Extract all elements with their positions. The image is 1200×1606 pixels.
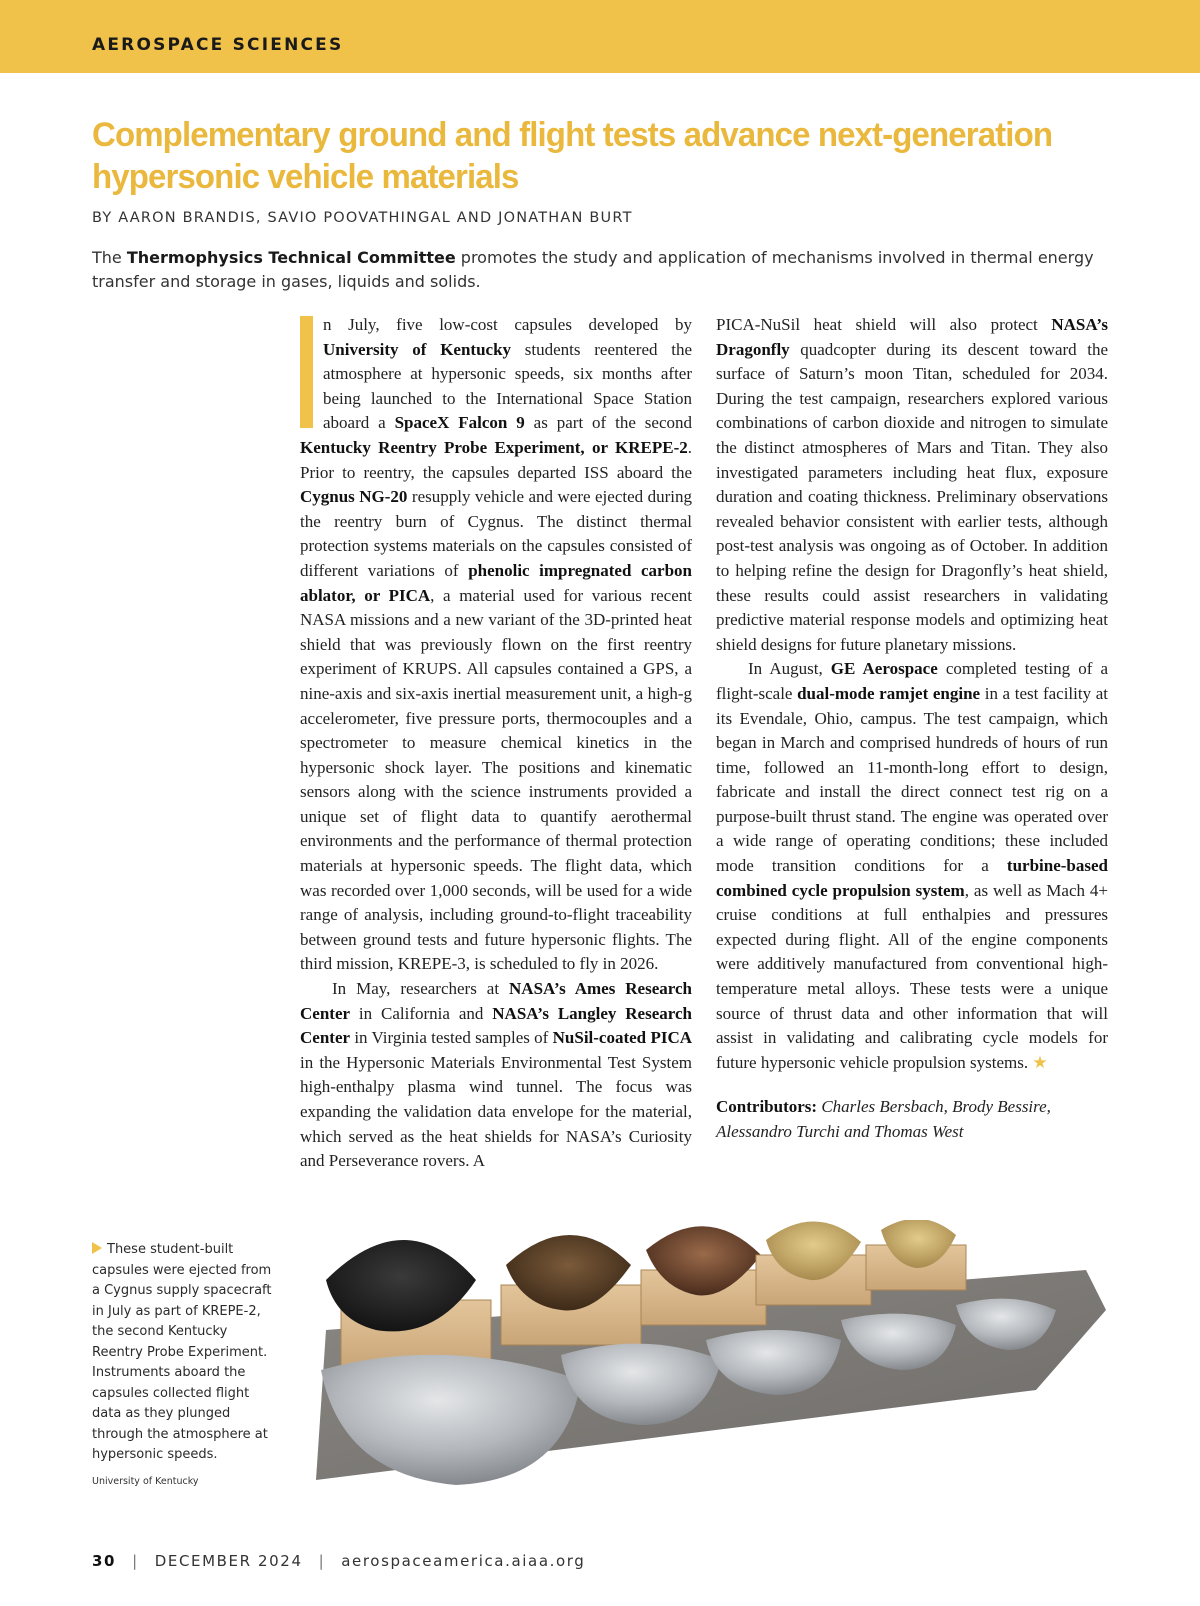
paragraph-1: n July, five low-cost capsules developed by University of Kentucky students reentered the atmosphere at hypersonic speeds, six months after being launched to the International Space Station aboard a SpaceX Falcon 9 as part of the second Kentucky Reentry Probe Experiment, or KREPE-2. Prior to reentry, the capsules departed ISS aboard the Cygnus NG-20 resupply vehicle and were ejected during the reentry burn of Cygnus. The distinct thermal protection systems materials on the capsules consisted of different variations of phenolic impregnated carbon ablator, or PICA, a material used for various recent NASA missions and a new variant of the 3D-printed heat shield that was previously flown on the first reentry experiment of KRUPS. All capsules contained a GPS, a nine-axis and six-axis inertial measurement unit, a high-g accelerometer, five pressure ports, thermocouples and a spectrometer to measure chemical kinetics in the hypersonic shock layer. The positions and kinematic sensors along with the science instruments provided a unique set of flight data to quantify aerothermal environments and the performance of thermal protection materials at hypersonic speeds. The flight data, which was recorded over 1,000 seconds, will be used for a wide range of analysis, including ground-to-flight traceability between ground tests and future hypersonic flights. The third mission, KREPE-3, is scheduled to fly in 2026. — [300, 315, 693, 974]
section-header-bar — [0, 0, 1200, 73]
issue-date: DECEMBER 2024 — [154, 1552, 303, 1570]
capsule-5 — [866, 1220, 966, 1290]
contributors-label: Contributors: — [716, 1097, 818, 1117]
figure-caption: These student-built capsules were ejected from a Cygnus supply spacecraft in July as part of KREPE-2, the second Kentucky Reentry Probe Experiment. Instruments aboard the capsules collected flight data as they plunged through the atmosphere at hypersonic speeds. — [92, 1242, 272, 1462]
end-star-icon: ★ — [1028, 1052, 1048, 1072]
byline: BY AARON BRANDIS, SAVIO POOVATHINGAL AND JONATHAN BURT — [92, 210, 633, 226]
site-url[interactable]: aerospaceamerica.aiaa.org — [341, 1552, 586, 1570]
page-number: 30 — [92, 1552, 117, 1570]
photo-credit: University of Kentucky — [92, 1476, 199, 1487]
intro-text: The Thermophysics Technical Committee promotes the study and application of mechanisms involved in thermal energy transfer and storage in gases, liquids and solids. — [92, 248, 1094, 291]
paragraph-3: PICA-NuSil heat shield will also protect NASA’s Dragonfly quadcopter during its descent toward the surface of Saturn’s moon Titan, scheduled for 2034. During the test campaign, researchers explored various combinations of carbon dioxide and nitrogen to simulate the distinct atmospheres of Mars and Titan. They also investigated parameters including heat flux, exposure duration and coating thickness. Preliminary observations revealed behavior consistent with earlier tests, although post-test analysis was ongoing as of October. In addition to helping refine the design for Dragonfly’s heat shield, these results could assist researchers in validating predictive material response models and optimizing heat shield designs for future planetary missions. — [716, 315, 1108, 654]
capsules-photo — [296, 1220, 1116, 1520]
capsule-1 — [326, 1240, 491, 1370]
body-column-right — [716, 313, 1108, 1145]
caption-triangle-icon — [92, 1242, 102, 1254]
section-label: AEROSPACE SCIENCES — [92, 35, 344, 55]
paragraph-2: In May, researchers at NASA’s Ames Research Center in California and NASA’s Langley Research Center in Virginia tested samples of NuSil-coated PICA in the Hypersonic Materials Environmental Test System high-enthalpy plasma wind tunnel. The focus was expanding the validation data envelope for the material, which served as the heat shields for NASA’s Curiosity and Perseverance rovers. A — [300, 979, 692, 1171]
capsule-2 — [501, 1235, 641, 1345]
page-footer: 30 | DECEMBER 2024 | aerospaceamerica.aiaa.org — [92, 1552, 586, 1570]
contributors — [716, 1095, 1108, 1144]
drop-cap-bar — [300, 316, 313, 428]
capsule-4 — [756, 1221, 871, 1305]
contributors-names: Charles Bersbach, Brody Bessire, Alessandro Turchi and Thomas West — [716, 1097, 1051, 1141]
committee-name: Thermophysics Technical Committee — [126, 248, 456, 267]
body-column-left — [300, 313, 692, 1174]
article-title: Complementary ground and flight tests advance next-generation hypersonic vehicle materials — [92, 116, 1053, 196]
capsule-3 — [641, 1226, 766, 1325]
paragraph-4: In August, GE Aerospace completed testing of a flight-scale dual-mode ramjet engine in a test facility at its Evendale, Ohio, campus. The test campaign, which began in March and comprised hundreds of hours of run time, followed an 11-month-long effort to design, fabricate and install the direct connect test rig on a purpose-built thrust stand. The engine was operated over a wide range of operating conditions; these included mode transition conditions for a turbine-based combined cycle propulsion system, as well as Mach 4+ cruise conditions at full enthalpies and pressures expected during flight. All of the engine components were additively manufactured from conventional high-temperature metal alloys. These tests were a unique source of thrust data and other information that will assist in validating and calibrating cycle models for future hypersonic vehicle propulsion systems. ★ — [716, 659, 1109, 1072]
